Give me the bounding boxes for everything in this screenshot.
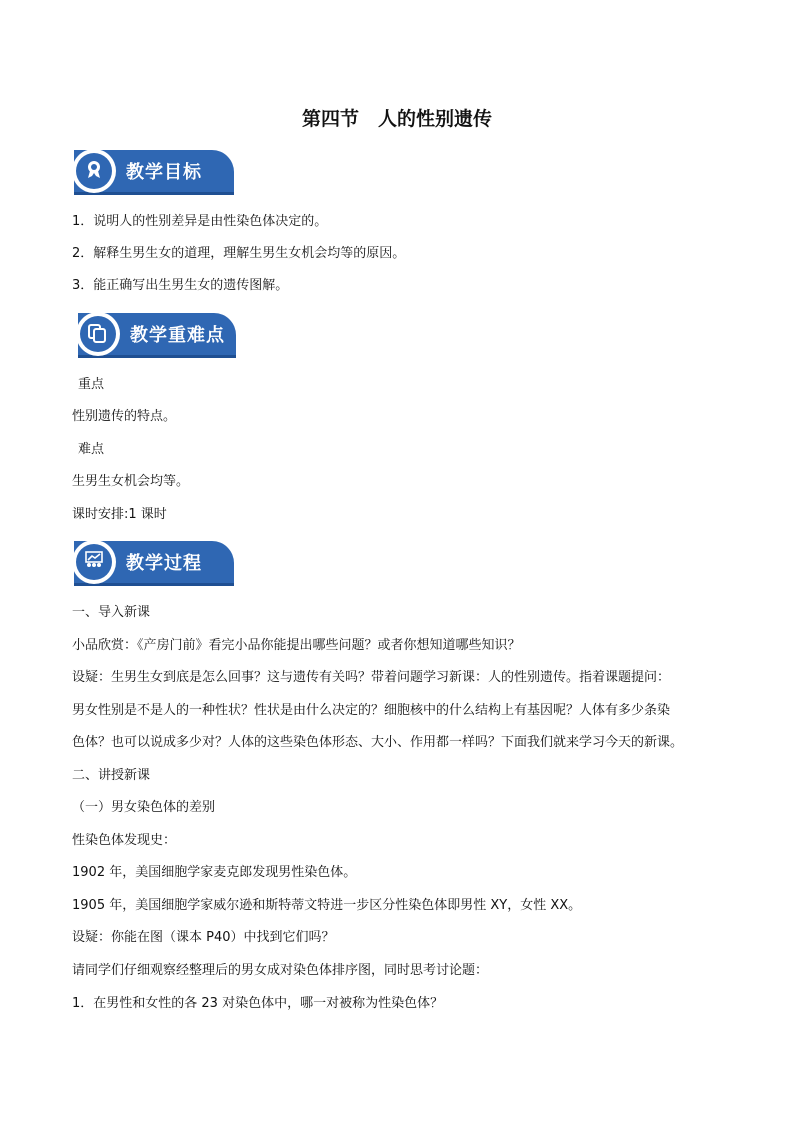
difficulty-label: 难点	[78, 442, 105, 457]
growth-chart-icon	[72, 540, 116, 584]
process-subheading: （一）男女染色体的差别	[72, 800, 216, 815]
process-paragraph: 男女性别是不是人的一种性状？性状是由什么决定的？细胞核中的什么结构上有基因呢？人体有多少条染	[72, 703, 671, 718]
process-heading-intro: 一、导入新课	[72, 605, 151, 620]
schedule-text: 课时安排:1 课时	[72, 507, 167, 522]
page-title: 第四节 人的性别遗传	[301, 108, 492, 130]
focus-label: 重点	[78, 377, 105, 392]
process-paragraph: 请同学们仔细观察经整理后的男女成对染色体排序图，同时思考讨论题：	[72, 963, 489, 978]
process-paragraph: 色体？也可以说成多少对？人体的这些染色体形态、大小、作用都一样吗？下面我们就来学习今天的新课。	[72, 735, 684, 750]
section-banner-objectives	[74, 150, 234, 195]
objective-item-2: 2．解释生男生女的道理，理解生男生女机会均等的原因。	[72, 246, 406, 261]
objective-item-1: 1．说明人的性别差异是由性染色体决定的。	[72, 214, 328, 229]
section-label-key-points: 教学重难点	[130, 325, 225, 346]
focus-text: 性别遗传的特点。	[72, 409, 177, 424]
process-paragraph: 设疑：你能在图（课本 P40）中找到它们吗？	[72, 930, 335, 945]
process-heading-new-lesson: 二、讲授新课	[72, 768, 151, 783]
award-ribbon-icon	[72, 149, 116, 193]
difficulty-text: 生男生女机会均等。	[72, 474, 190, 489]
process-paragraph: 1905 年，美国细胞学家威尔逊和斯特蒂文特进一步区分性染色体即男性 XY，女性 XX。	[72, 898, 582, 913]
process-paragraph: 1．在男性和女性的各 23 对染色体中，哪一对被称为性染色体？	[72, 996, 444, 1011]
documents-icon	[76, 312, 120, 356]
process-paragraph: 小品欣赏：《产房门前》看完小品你能提出哪些问题？或者你想知道哪些知识？	[72, 638, 521, 653]
process-paragraph: 设疑：生男生女到底是怎么回事？这与遗传有关吗？带着问题学习新课：人的性别遗传。指着课题提问：	[72, 670, 671, 685]
objective-item-3: 3．能正确写出生男生女的遗传图解。	[72, 278, 289, 293]
section-banner-process	[74, 541, 234, 586]
section-label-objectives: 教学目标	[126, 162, 202, 183]
section-label-process: 教学过程	[126, 553, 202, 574]
section-banner-key-points	[78, 313, 236, 358]
process-paragraph: 1902 年，美国细胞学家麦克郎发现男性染色体。	[72, 865, 357, 880]
process-paragraph: 性染色体发现史：	[72, 833, 177, 848]
